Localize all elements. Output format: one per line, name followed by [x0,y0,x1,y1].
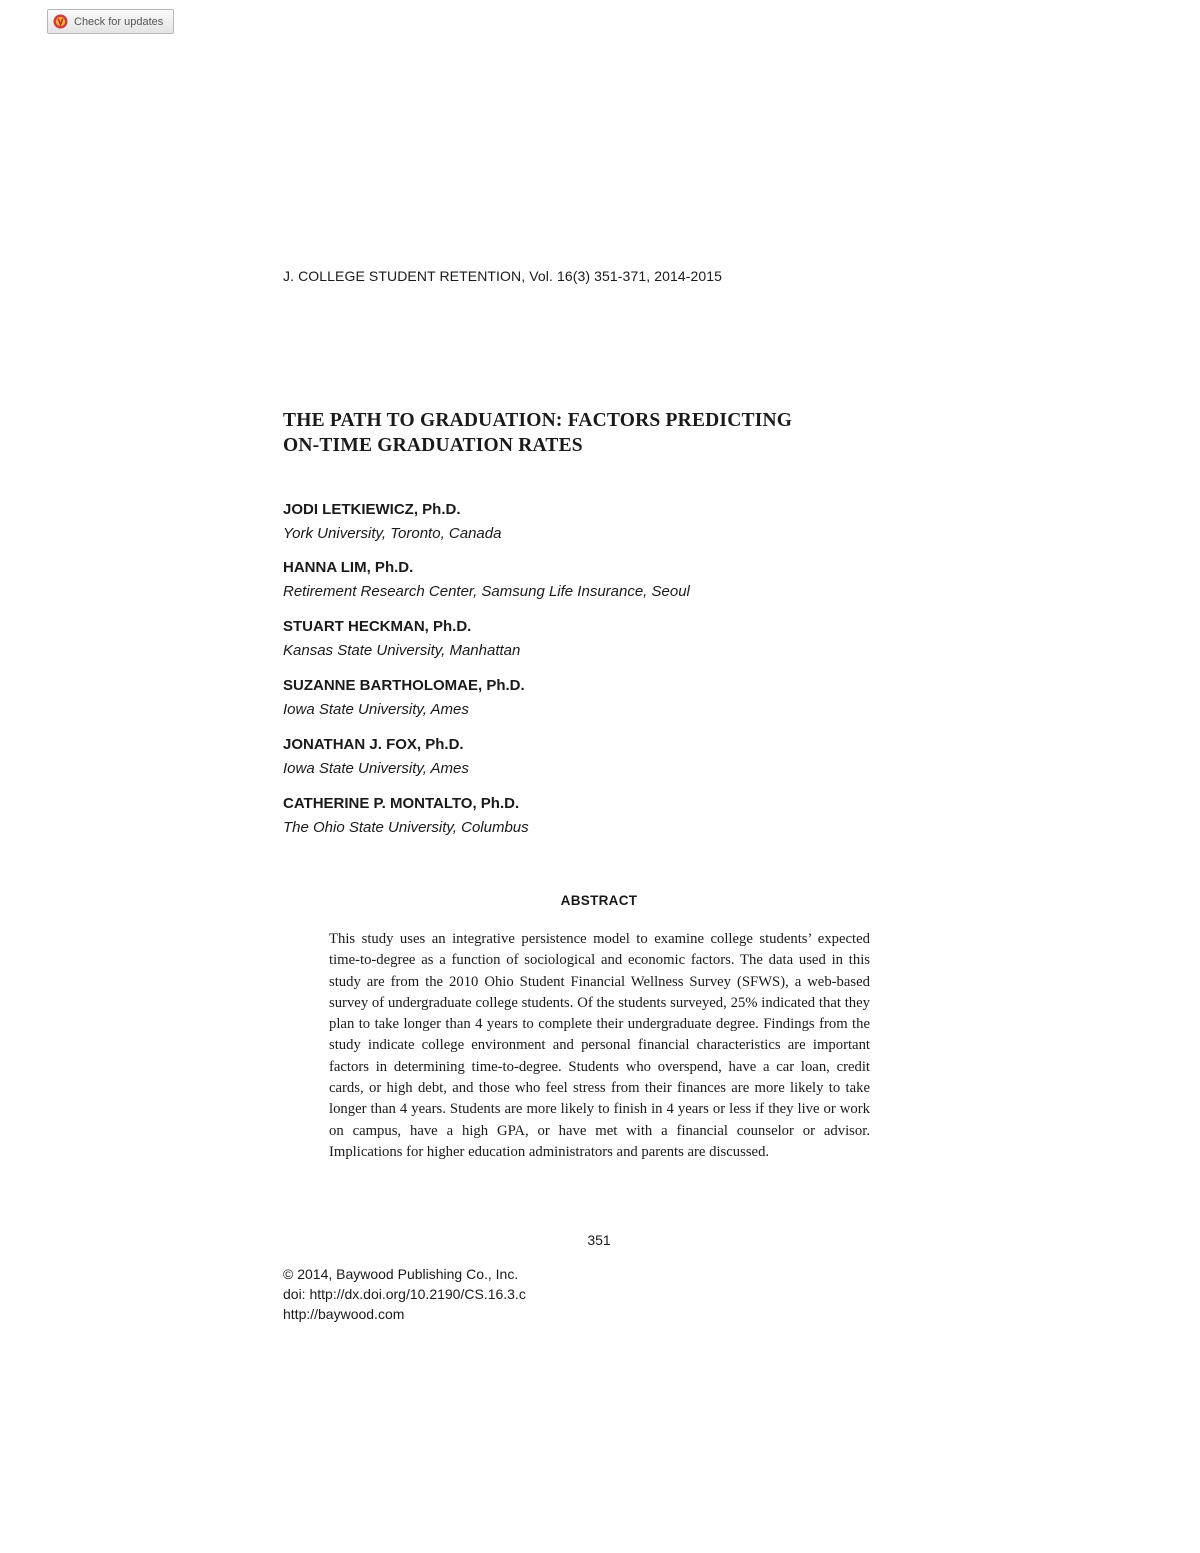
author-affiliation: York University, Toronto, Canada [283,525,502,542]
publisher-url: http://baywood.com [283,1306,405,1322]
article-title-line-2: ON-TIME GRADUATION RATES [283,435,583,456]
author-name: STUART HECKMAN, Ph.D. [283,618,472,635]
author-affiliation: Retirement Research Center, Samsung Life Insurance, Seoul [283,583,690,600]
author-block [283,559,690,601]
check-for-updates-label: Check for updates [74,15,164,28]
doi-line: doi: http://dx.doi.org/10.2190/CS.16.3.c [283,1286,526,1302]
author-name: HANNA LIM, Ph.D. [283,559,414,576]
article-title-line-1: THE PATH TO GRADUATION: FACTORS PREDICTING [283,410,793,431]
author-affiliation: The Ohio State University, Columbus [283,819,529,836]
author-block [283,618,520,660]
abstract-text: This study uses an integrative persistence model to examine college students’ expected time-to-degree as a function of sociological and economic factors. The data used in this study are from the 2010 Ohio Student Financial Wellness Survey (SFWS), a web-based survey of undergraduate college students. Of the students surveyed, 25% indicated that they plan to take longer than 4 years to complete their undergraduate degree. Findings from the study indicate college environment and personal financial characteristics are important factors in determining time-to-degree. Students who overspend, have a car loan, credit cards, or high debt, and those who feel stress from their finances are more likely to take longer than 4 years. Students are more likely to finish in 4 years or less if they live or work on campus, have a high GPA, or have met with a financial counselor or advisor. Implications for higher education administrators and parents are discussed. [329,931,870,1160]
author-name: JODI LETKIEWICZ, Ph.D. [283,501,461,518]
publication-footer [283,1264,526,1324]
author-block [283,736,469,778]
author-name: CATHERINE P. MONTALTO, Ph.D. [283,795,520,812]
author-block [283,501,501,543]
author-name: JONATHAN J. FOX, Ph.D. [283,736,464,753]
author-block [283,677,525,719]
abstract-heading: ABSTRACT [560,893,638,908]
article-title [283,408,883,458]
author-affiliation: Iowa State University, Ames [283,701,469,718]
author-block [283,795,529,837]
check-for-updates-button[interactable] [47,9,174,34]
page-number: 351 [587,1232,611,1248]
author-affiliation: Kansas State University, Manhattan [283,642,521,659]
copyright-line: © 2014, Baywood Publishing Co., Inc. [283,1266,519,1282]
check-for-updates-icon [53,14,68,29]
author-affiliation: Iowa State University, Ames [283,760,469,777]
author-name: SUZANNE BARTHOLOMAE, Ph.D. [283,677,525,694]
journal-citation: J. COLLEGE STUDENT RETENTION, Vol. 16(3) 351-371, 2014-2015 [283,268,723,284]
